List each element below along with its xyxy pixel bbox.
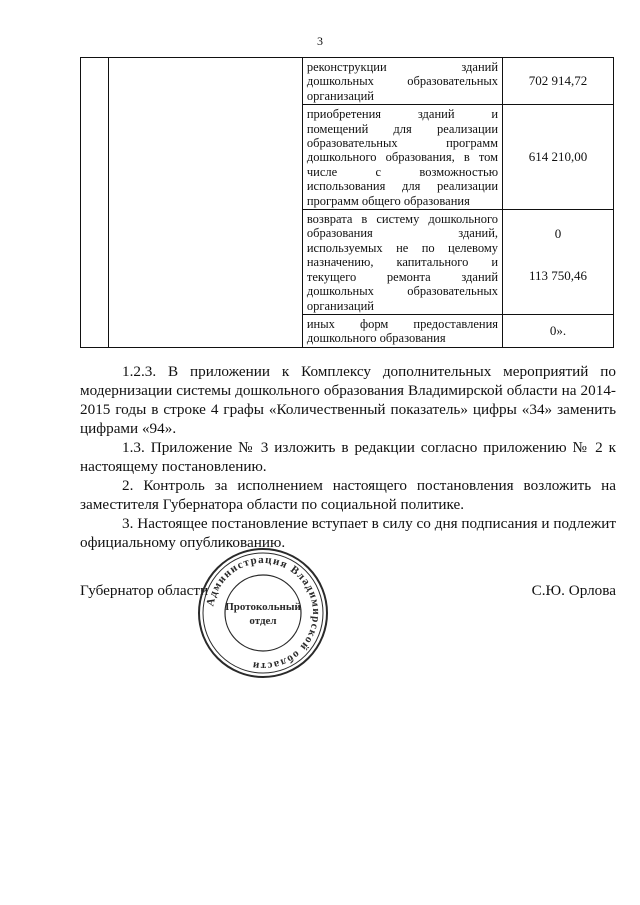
item-line: программ общего образования [306,193,470,208]
stamp-inner-ring [203,553,323,673]
signatory-position: Губернатор области [80,582,209,599]
budget-table [80,57,614,348]
table-cell-amount [503,314,614,347]
item-line: используемых не по целевому [306,240,499,255]
item-line: дошкольных образовательных [306,74,499,89]
amount-value: 0». [549,322,567,338]
table-cell-amount [503,210,614,315]
signature-block [80,582,616,606]
table-cell-number [81,58,109,348]
table-cell-amount [503,58,614,105]
item-line: помещений для реализации [306,121,499,136]
amount-value: 0 [554,226,562,242]
table-cell-item [302,58,502,105]
table-cell-item [302,210,502,315]
signatory-name: С.Ю. Орлова [531,582,616,599]
item-line: образования зданий, [306,226,499,241]
body-text [80,362,616,552]
item-line: приобретения зданий и [306,107,499,122]
stamp-center-line1: Протокольный [225,601,301,613]
item-line: назначению, капитального и [306,255,499,270]
item-line: иных форм предоставления [306,316,499,331]
amount-value: 702 914,72 [528,72,588,88]
table-row [81,58,614,105]
stamp-center-ring [225,575,301,651]
official-stamp [196,546,330,680]
item-line: образовательных программ [306,136,499,151]
item-line: дошкольного образования, в том [306,150,499,165]
item-line: дошкольного образования [306,331,446,346]
table-cell-item [302,314,502,347]
item-line: возврата в систему дошкольного [306,212,499,227]
item-line: дошкольных образовательных [306,284,499,299]
item-line: организаций [306,88,374,103]
paragraph: 1.2.3. В приложении к Комплексу дополнительных мероприятий по модернизации системы дошкольного образования Владимирской области на 2014-2015 годы в строке 4 графы «Количественный показатель» цифры «34» заменить цифрами «94». [80,363,616,437]
paragraph: 1.3. Приложение № 3 изложить в редакции согласно приложению № 2 к настоящему постановлению. [80,439,616,475]
amount-value: 113 750,46 [529,268,588,284]
table-cell-item [302,105,502,210]
page-number: 3 [317,34,323,48]
item-line: организаций [306,298,374,313]
item-line: использования для реализации [306,179,499,194]
item-line: реконструкции зданий [306,60,499,74]
paragraph: 2. Контроль за исполнением настоящего постановления возложить на заместителя Губернатора области по социальной политике. [80,477,616,513]
table-cell-amount [503,105,614,210]
stamp-center-line2: отдел [249,615,277,627]
paragraph: 3. Настоящее постановление вступает в силу со дня подписания и подлежит официальному опубликованию. [80,515,616,551]
item-line: числе с возможностью [306,164,499,179]
stamp-ring-text: Администрация Владимирской области [204,553,323,673]
stamp-outer-ring [199,549,327,677]
item-line: текущего ремонта зданий [306,269,499,284]
table-cell-description [109,58,303,348]
amount-value: 614 210,00 [528,148,588,164]
